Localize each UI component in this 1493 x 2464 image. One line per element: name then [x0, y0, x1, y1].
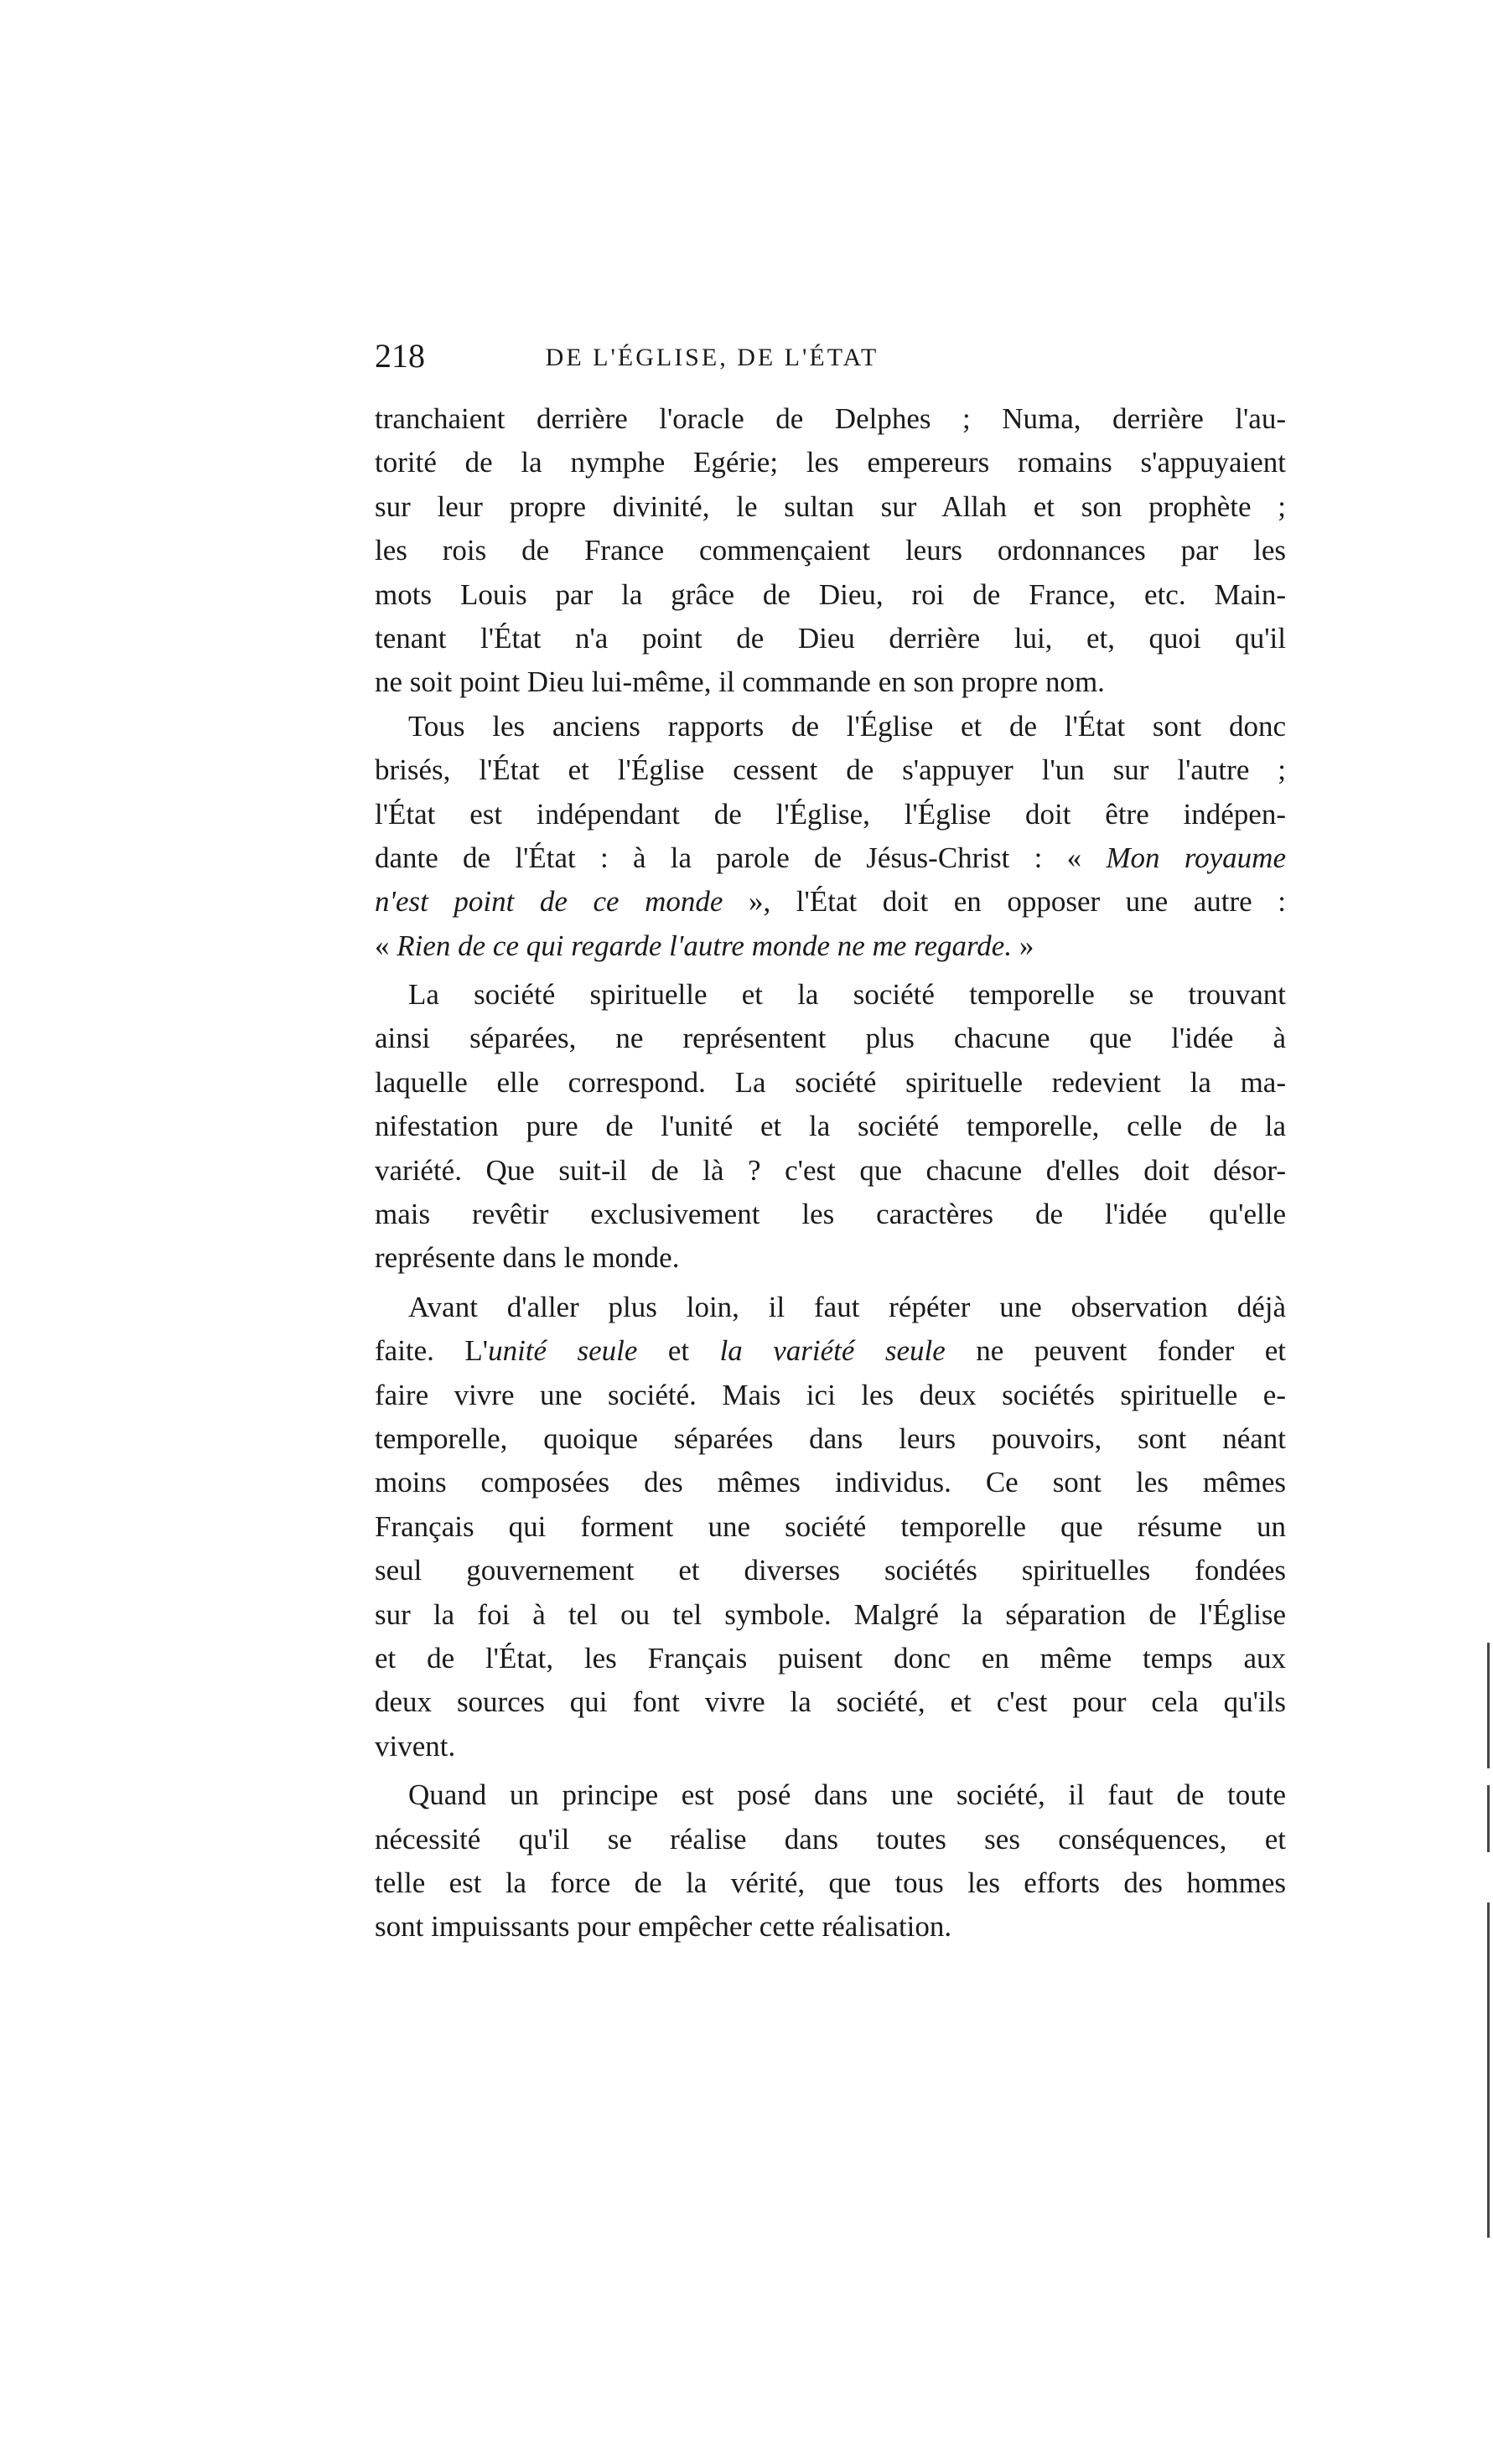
text-line: et de l'État, les Français puisent donc en même temps aux [375, 1641, 1286, 1675]
scan-edge-mark [1487, 1902, 1490, 2238]
text-line: laquelle elle correspond. La société spirituelle redevient la ma- [375, 1065, 1286, 1099]
text-line: deux sources qui font vivre la société, et c'est pour cela qu'ils [375, 1685, 1286, 1719]
italic-quote: Rien de ce qui regarde l'autre monde ne me regarde. [397, 929, 1013, 962]
text-line [375, 836, 1286, 880]
scan-edge-mark [1487, 1785, 1490, 1852]
text-line: Français qui forment une société temporelle que résume un [375, 1509, 1286, 1543]
text-run: et [637, 1334, 720, 1368]
scan-edge-mark [1487, 1643, 1490, 1768]
text-line [375, 924, 1286, 968]
text-line: variété. Que suit-il de là ? c'est que chacune d'elles doit désor- [375, 1153, 1286, 1187]
text-line: nifestation pure de l'unité et la société temporelle, celle de la [375, 1110, 1286, 1143]
text-line: temporelle, quoique séparées dans leurs pouvoirs, sont néant [375, 1421, 1286, 1455]
italic-term: unité seule [488, 1334, 638, 1368]
text-line: mais revêtir exclusivement les caractères de l'idée qu'elle [375, 1198, 1286, 1231]
text-line: nécessité qu'il se réalise dans toutes ses conséquences, et [375, 1822, 1286, 1856]
text-line: seul gouvernement et diverses sociétés spirituelles fondées [375, 1554, 1286, 1587]
text-line: mots Louis par la grâce de Dieu, roi de France, etc. Main- [375, 577, 1286, 611]
page-body [375, 397, 1286, 1949]
text-line: tenant l'État n'a point de Dieu derrière lui, et, quoi qu'il [375, 621, 1286, 655]
italic-term: la variété seule [719, 1334, 946, 1368]
text-line: représente dans le monde. [375, 1241, 680, 1275]
text-run: » [1012, 929, 1034, 962]
text-line: Quand un principe est posé dans une société, il faut de toute [408, 1778, 1286, 1812]
page-header [375, 335, 1016, 377]
text-line: sur leur propre divinité, le sultan sur Allah et son prophète ; [375, 489, 1286, 523]
text-line: vivent. [375, 1729, 456, 1763]
text-run: « [375, 929, 397, 962]
text-run: dante de l'État : à la parole de Jésus-Christ : « [375, 841, 1107, 874]
text-run: faite. L' [375, 1334, 489, 1368]
text-line: sur la foi à tel ou tel symbole. Malgré la séparation de l'Église [375, 1597, 1286, 1631]
text-line: ainsi séparées, ne représentent plus chacune que l'idée à [375, 1022, 1286, 1055]
text-line: les rois de France commençaient leurs ordonnances par les [375, 534, 1286, 567]
text-line: Avant d'aller plus loin, il faut répéter une observation déjà [408, 1290, 1286, 1323]
text-line: tranchaient derrière l'oracle de Delphes ; Numa, derrière l'au- [375, 402, 1286, 435]
text-run: », l'État doit en opposer une autre : [723, 885, 1286, 919]
page-number: 218 [375, 337, 425, 375]
text-line: ne soit point Dieu lui-même, il commande en son propre nom. [375, 665, 1105, 699]
text-line [375, 1329, 1286, 1373]
text-line: moins composées des mêmes individus. Ce sont les mêmes [375, 1466, 1286, 1499]
text-line: La société spirituelle et la société temporelle se trouvant [408, 978, 1286, 1012]
text-line: telle est la force de la vérité, que tous les efforts des hommes [375, 1866, 1286, 1899]
text-run: ne peuvent fonder et [945, 1334, 1287, 1368]
text-line [375, 880, 1286, 924]
text-line: brisés, l'État et l'Église cessent de s'appuyer l'un sur l'autre ; [375, 753, 1286, 787]
text-line: torité de la nymphe Egérie; les empereurs romains s'appuyaient [375, 446, 1286, 479]
text-line: l'État est indépendant de l'Église, l'Église doit être indépen- [375, 797, 1286, 831]
running-title: DE L'ÉGLISE, DE L'ÉTAT [545, 344, 879, 371]
text-line: Tous les anciens rapports de l'Église et de l'État sont donc [408, 709, 1286, 743]
text-line: sont impuissants pour empêcher cette réalisation. [375, 1910, 952, 1944]
italic-quote: n'est point de ce monde [375, 885, 723, 919]
italic-quote: Mon royaume [1106, 841, 1286, 874]
text-line: faire vivre une société. Mais ici les deux sociétés spirituelle e- [375, 1378, 1286, 1411]
